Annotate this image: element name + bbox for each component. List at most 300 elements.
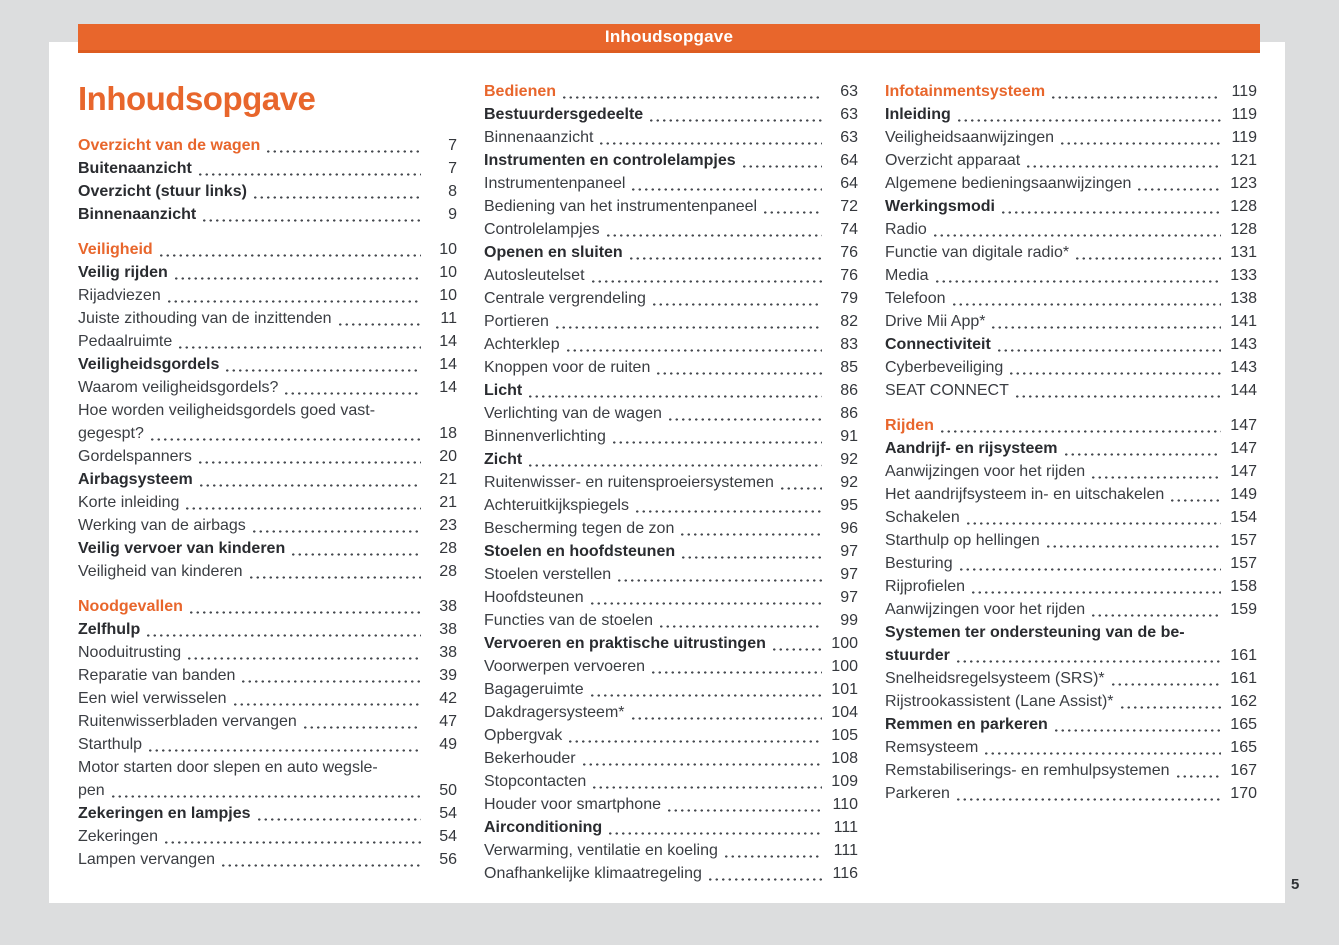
dot-leader [955,660,1221,663]
toc-entry-page-number: 128 [1230,198,1257,215]
toc-entry-page-number: 138 [1230,290,1257,307]
toc-entry [78,687,457,710]
toc-section-heading [885,80,1257,103]
toc-entry-page-number: 121 [1230,152,1257,169]
toc-entry-page-number: 82 [840,313,858,330]
page-title: Inhoudsopgave [78,80,316,117]
dot-leader [958,568,1221,571]
toc-entry-label: Binnenverlichting [484,428,606,445]
dot-leader [607,832,822,835]
toc-entry [885,460,1257,483]
dot-leader [1090,614,1221,617]
toc-entry-page-number: 162 [1230,693,1257,710]
toc-entry [885,644,1257,667]
dot-leader [1119,706,1221,709]
toc-entry [885,437,1257,460]
dot-leader [589,602,822,605]
toc-entry [78,825,457,848]
toc-entry-page-number: 47 [439,713,457,730]
dot-leader [565,349,822,352]
toc-entry-label: Voorwerpen vervoeren [484,658,645,675]
toc-entry-page-number: 79 [840,290,858,307]
toc-entry-label: Portieren [484,313,549,330]
dot-leader [158,254,421,257]
toc-entry-label: Cyberbeveiliging [885,359,1004,376]
toc-entry-page-number: 42 [439,690,457,707]
toc-entry-label: Parkeren [885,785,950,802]
toc-entry-label: Connectiviteit [885,336,991,353]
toc-entry-page-number: 157 [1230,555,1257,572]
toc-entry [885,759,1257,782]
dot-leader [650,671,822,674]
dot-leader [655,372,822,375]
toc-entry [78,261,457,284]
toc-entry [78,733,457,756]
toc-entry-label: Houder voor smartphone [484,796,661,813]
toc-entry-page-number: 63 [840,83,858,100]
toc-entry-page-number: 64 [840,175,858,192]
toc-entry [484,310,858,333]
toc-entry-page-number: 86 [840,382,858,399]
toc-entries-column-2 [484,80,858,885]
toc-entry-page-number: 8 [448,183,457,200]
toc-entry [885,126,1257,149]
manual-page-sheet [49,42,1285,903]
toc-entry [885,195,1257,218]
toc-entry-page-number: 38 [439,644,457,661]
toc-entry-label: Centrale vergrendeling [484,290,646,307]
toc-entry-label: Veiligheidsaanwijzingen [885,129,1055,146]
toc-entry-page-number: 154 [1230,509,1257,526]
toc-entry-page-number: 149 [1230,486,1257,503]
toc-entry-label: Hoe worden veiligheidsgordels goed vast- [78,402,376,419]
dot-leader [707,878,822,881]
dot-leader [184,507,421,510]
folio-page-number: 5 [1291,876,1300,893]
toc-entry-label: Bekerhouder [484,750,576,767]
toc-entry-label: Systemen ter ondersteuning van de be- [885,624,1185,641]
toc-entry-label: Veilig vervoer van kinderen [78,540,286,557]
dot-leader [1000,211,1221,214]
dot-leader [163,841,421,844]
dot-leader [939,430,1221,433]
toc-entry-label: Remmen en parkeren [885,716,1048,733]
toc-entry [484,149,858,172]
toc-entry-page-number: 128 [1230,221,1257,238]
dot-leader [220,864,421,867]
toc-entry [484,494,858,517]
toc-entry [78,353,457,376]
toc-entry-page-number: 165 [1230,716,1257,733]
dot-leader [990,326,1221,329]
toc-entry [885,287,1257,310]
toc-entry-label: Inleiding [885,106,951,123]
toc-entry-label: Schakelen [885,509,960,526]
toc-entry [484,724,858,747]
toc-entry-page-number: 10 [439,264,457,281]
toc-entry-page-number: 99 [840,612,858,629]
dot-leader [970,591,1221,594]
toc-entry-label: Een wiel verwisselen [78,690,227,707]
toc-entry [885,333,1257,356]
dot-leader [591,786,822,789]
dot-leader [197,173,421,176]
toc-entry-page-number: 63 [840,129,858,146]
toc-entry [484,103,858,126]
toc-entry-label: Controlelampjes [484,221,600,238]
toc-entry [78,491,457,514]
toc-entry-label: Noodgevallen [78,598,183,615]
toc-entry-label: Buitenaanzicht [78,160,192,177]
dot-leader [186,657,421,660]
toc-entry-page-number: 50 [439,782,457,799]
dot-leader [955,798,1221,801]
toc-entry-label: Remstabiliserings- en remhulpsystemen [885,762,1170,779]
toc-entry-page-number: 91 [840,428,858,445]
toc-entry-page-number: 92 [840,451,858,468]
dot-leader [527,395,822,398]
toc-entry-page-number: 38 [439,598,457,615]
dot-leader [666,809,822,812]
dot-leader [589,694,822,697]
dot-leader [779,487,822,490]
toc-entry-label: Bagageruimte [484,681,584,698]
toc-entry-page-number: 110 [832,796,858,813]
toc-entry-page-number: 167 [1230,762,1257,779]
toc-entry-page-number: 97 [840,566,858,583]
dot-leader [177,346,421,349]
toc-entry-label: Hoofdsteunen [484,589,584,606]
toc-entry-page-number: 159 [1230,601,1257,618]
toc-entry [484,126,858,149]
toc-column-1 [78,80,457,885]
toc-entry-page-number: 28 [439,563,457,580]
dot-leader [561,96,822,99]
dot-leader [605,234,822,237]
toc-entry-page-number: 54 [439,805,457,822]
dot-leader [554,326,822,329]
toc-entry-page-number: 10 [439,241,457,258]
toc-entry-page-number: 86 [840,405,858,422]
toc-entry [78,399,457,422]
toc-entry-label: Reparatie van banden [78,667,236,684]
toc-entry-page-number: 143 [1230,359,1257,376]
toc-section-heading [484,80,858,103]
dot-leader [166,300,421,303]
toc-entry-label: Infotainmentsysteem [885,83,1046,100]
toc-entry-page-number: 100 [831,635,858,652]
toc-entry-page-number: 119 [1231,106,1257,123]
toc-entry-label: Achteruitkijkspiegels [484,497,629,514]
toc-entry-page-number: 116 [832,865,858,882]
toc-entry-page-number: 111 [833,819,858,836]
dot-leader [630,717,823,720]
dot-leader [265,150,421,153]
dot-leader [1063,453,1222,456]
dot-leader [198,484,421,487]
toc-entry-page-number: 76 [840,244,858,261]
toc-entry [885,310,1257,333]
toc-entry-label: Aandrijf- en rijsysteem [885,440,1058,457]
toc-entry-label: Remsysteem [885,739,979,756]
dot-leader [983,752,1221,755]
toc-entry-label: Ruitenwisser- en ruitensproeiersystemen [484,474,774,491]
toc-entry [885,483,1257,506]
toc-entry-page-number: 161 [1230,647,1257,664]
toc-entry-page-number: 38 [439,621,457,638]
toc-entry [885,149,1257,172]
toc-entry-page-number: 147 [1230,417,1257,434]
dot-leader [256,818,421,821]
toc-entry-label: Nooduitrusting [78,644,182,661]
toc-section-heading [78,238,457,261]
toc-entry [484,747,858,770]
toc-entry-label: Instrumentenpaneel [484,175,626,192]
header-bar [78,24,1260,53]
toc-entry [484,172,858,195]
dot-leader [630,188,822,191]
toc-entry-label: gegespt? [78,425,144,442]
dot-leader [1025,165,1221,168]
dot-leader [1110,683,1221,686]
toc-entry-label: Veiligheid van kinderen [78,563,243,580]
toc-entry-page-number: 83 [840,336,858,353]
toc-entry-label: Algemene bedieningsaanwijzingen [885,175,1132,192]
dot-leader [527,464,822,467]
toc-entry-page-number: 49 [439,736,457,753]
toc-entry-label: Licht [484,382,523,399]
toc-entry [885,379,1257,402]
toc-entry-page-number: 111 [833,842,858,859]
toc-entry-page-number: 20 [439,448,457,465]
toc-entry-page-number: 100 [831,658,858,675]
toc-entry-label: SEAT CONNECT [885,382,1009,399]
toc-entry-label: Ruitenwisserbladen vervangen [78,713,297,730]
dot-leader [567,740,822,743]
toc-entry [885,598,1257,621]
toc-entry-page-number: 105 [831,727,858,744]
dot-leader [762,211,822,214]
toc-entry [885,103,1257,126]
dot-leader [1169,499,1221,502]
toc-entry [78,330,457,353]
toc-entry [885,713,1257,736]
toc-entry-page-number: 108 [831,750,858,767]
toc-entry-label: Radio [885,221,927,238]
toc-entry [484,655,858,678]
toc-entry-label: Achterklep [484,336,560,353]
toc-section-heading [78,134,457,157]
dot-leader [1008,372,1221,375]
dot-leader [934,280,1221,283]
toc-entry-label: Besturing [885,555,953,572]
toc-entry-page-number: 101 [831,681,858,698]
dot-leader [1074,257,1221,260]
toc-entry-page-number: 9 [448,206,457,223]
toc-entry-page-number: 21 [439,471,457,488]
dot-leader [201,219,421,222]
toc-entry-label: Motor starten door slepen en auto wegsle- [78,759,378,776]
toc-entry [885,782,1257,805]
dot-leader [932,234,1221,237]
toc-entry-page-number: 157 [1230,532,1257,549]
dot-leader [147,749,421,752]
toc-entry [885,552,1257,575]
toc-entry-page-number: 85 [840,359,858,376]
toc-entry [885,667,1257,690]
dot-leader [581,763,822,766]
dot-leader [658,625,822,628]
toc-entry-label: Vervoeren en praktische uitrustingen [484,635,766,652]
dot-leader [1045,545,1221,548]
dot-leader [1175,775,1221,778]
toc-entry-page-number: 147 [1230,463,1257,480]
dot-leader [145,634,421,637]
toc-entry-page-number: 119 [1231,129,1257,146]
toc-entry-label: Bedienen [484,83,557,100]
toc-entry [484,356,858,379]
toc-entry-label: Veiligheid [78,241,153,258]
dot-leader [679,533,822,536]
toc-entry-label: Bestuurdersgedeelte [484,106,644,123]
dot-leader [173,277,421,280]
header-bar-title: Inhoudsopgave [604,27,734,46]
dot-leader [634,510,822,513]
dot-leader [110,795,421,798]
dot-leader [1136,188,1221,191]
toc-entry-label: Binnenaanzicht [484,129,594,146]
toc-entry [484,540,858,563]
toc-entry-label: Zicht [484,451,523,468]
toc-entry [78,203,457,226]
dot-leader [302,726,421,729]
toc-content [49,42,1285,885]
toc-entry [885,218,1257,241]
toc-entry-label: Binnenaanzicht [78,206,197,223]
dot-leader [648,119,822,122]
dot-leader [616,579,822,582]
toc-entry [885,506,1257,529]
dot-leader [1014,395,1221,398]
toc-entry-page-number: 119 [1231,83,1257,100]
toc-entry [78,376,457,399]
toc-entry-label: Starthulp [78,736,143,753]
toc-entry [78,779,457,802]
dot-leader [290,553,421,556]
toc-entry [484,448,858,471]
dot-leader [611,441,822,444]
toc-entry-label: Airbagsysteem [78,471,193,488]
toc-entry-label: Rijadviezen [78,287,161,304]
dot-leader [283,392,421,395]
toc-entry [484,586,858,609]
toc-entry-page-number: 131 [1230,244,1257,261]
toc-entry-page-number: 39 [439,667,457,684]
toc-entry-label: Overzicht apparaat [885,152,1021,169]
toc-entry-label: Openen en sluiten [484,244,623,261]
dot-leader [248,576,421,579]
toc-entry [484,609,858,632]
toc-entry [78,157,457,180]
toc-entry-page-number: 14 [439,379,457,396]
toc-entry-page-number: 21 [439,494,457,511]
toc-entry-label: Zelfhulp [78,621,141,638]
toc-entry-label: Rijstrookassistent (Lane Assist)* [885,693,1114,710]
toc-entry-page-number: 144 [1230,382,1257,399]
toc-entry-page-number: 10 [439,287,457,304]
toc-entry-page-number: 109 [831,773,858,790]
toc-entry [78,284,457,307]
toc-entry-label: Veilig rijden [78,264,168,281]
toc-entry-label: Overzicht (stuur links) [78,183,247,200]
toc-entry-label: Functie van digitale radio* [885,244,1070,261]
toc-entry-label: Stopcontacten [484,773,587,790]
toc-entry [484,770,858,793]
toc-entry-label: Lampen vervangen [78,851,215,868]
toc-entry [885,529,1257,552]
toc-entry [78,560,457,583]
dot-leader [951,303,1222,306]
toc-entry [484,678,858,701]
toc-entry-page-number: 64 [840,152,858,169]
dot-leader [1053,729,1221,732]
toc-entry-page-number: 92 [840,474,858,491]
dot-leader [188,611,421,614]
toc-entry-label: Airconditioning [484,819,603,836]
toc-entry [78,618,457,641]
toc-entry [78,307,457,330]
toc-section-heading [885,414,1257,437]
dot-leader [337,323,421,326]
toc-entry-label: Het aandrijfsysteem in- en uitschakelen [885,486,1165,503]
toc-entry [484,563,858,586]
toc-column-2 [484,80,858,885]
toc-entry [484,402,858,425]
toc-entry-page-number: 147 [1230,440,1257,457]
toc-entry-page-number: 7 [448,160,457,177]
toc-entry-page-number: 143 [1230,336,1257,353]
dot-leader [965,522,1221,525]
toc-entry-label: Waarom veiligheidsgordels? [78,379,279,396]
toc-entry-label: pen [78,782,105,799]
toc-entry [484,862,858,885]
dot-leader [771,648,822,651]
toc-entry-label: Werkingsmodi [885,198,995,215]
toc-entry-page-number: 158 [1230,578,1257,595]
toc-entry-label: Juiste zithouding van de inzittenden [78,310,332,327]
toc-entry [484,632,858,655]
dot-leader [996,349,1221,352]
toc-entry-label: Korte inleiding [78,494,180,511]
toc-entry [885,736,1257,759]
toc-entry-label: Bediening van het instrumentenpaneel [484,198,758,215]
toc-section-heading [78,595,457,618]
toc-entry-label: Veiligheidsgordels [78,356,220,373]
toc-entry-label: Aanwijzingen voor het rijden [885,463,1086,480]
toc-entry-label: Onafhankelijke klimaatregeling [484,865,702,882]
toc-entry [885,575,1257,598]
toc-entry-page-number: 76 [840,267,858,284]
toc-entry-page-number: 23 [439,517,457,534]
toc-entry [78,514,457,537]
toc-entry [78,445,457,468]
toc-entry [484,218,858,241]
dot-leader [240,680,421,683]
toc-entry [885,621,1257,644]
toc-entry-label: Verlichting van de wagen [484,405,662,422]
toc-entry [78,802,457,825]
dot-leader [590,280,822,283]
